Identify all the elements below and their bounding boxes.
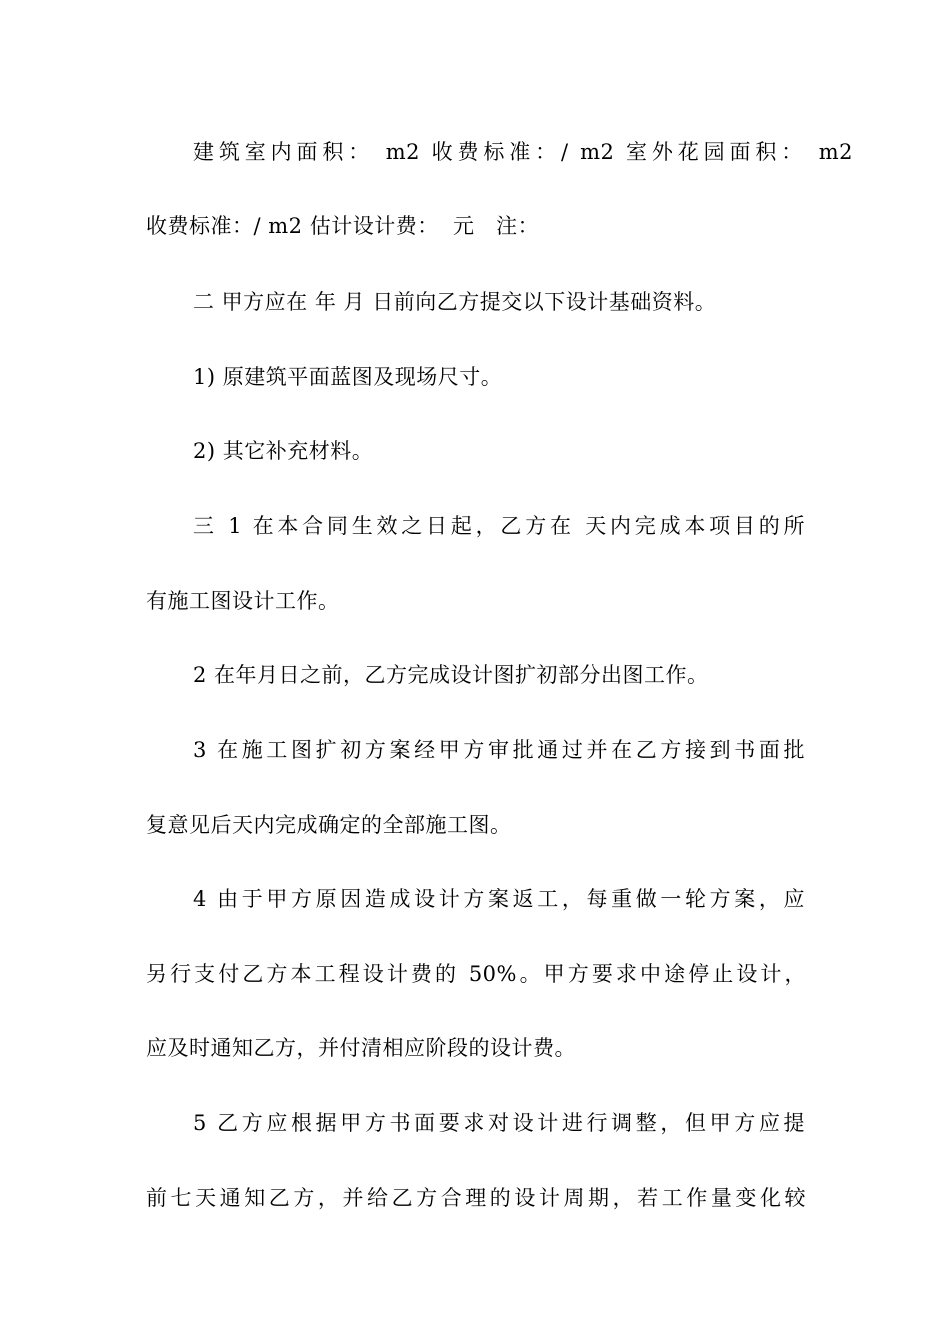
text-line: 2 在年月日之前，乙方完成设计图扩初部分出图工作。 (193, 663, 709, 687)
text-line: 二 甲方应在 年 月 日前向乙方提交以下设计基础资料。 (193, 290, 717, 314)
text-line: 收费标准：/ m2 估计设计费： 元 注： (146, 214, 540, 238)
text-line: 有施工图设计工作。 (146, 589, 340, 613)
text-line: 1) 原建筑平面蓝图及现场尺寸。 (193, 365, 503, 389)
text-line: 复意见后天内完成确定的全部施工图。 (146, 813, 512, 837)
text-line: 4 由于甲方原因造成设计方案返工，每重做一轮方案，应 (193, 887, 805, 911)
text-line: 应及时通知乙方，并付清相应阶段的设计费。 (146, 1036, 576, 1060)
text-line: 三 1 在本合同生效之日起，乙方在 天内完成本项目的所 (193, 514, 805, 538)
text-line: 建筑室内面积： m2 收费标准：/ m2 室外花园面积： m2 (193, 140, 853, 164)
text-line: 3 在施工图扩初方案经甲方审批通过并在乙方接到书面批 (193, 738, 805, 762)
text-line: 另行支付乙方本工程设计费的 50%。甲方要求中途停止设计， (146, 962, 806, 986)
text-line: 5 乙方应根据甲方书面要求对设计进行调整，但甲方应提 (193, 1111, 805, 1135)
text-line: 前七天通知乙方，并给乙方合理的设计周期，若工作量变化较 (146, 1186, 806, 1210)
text-line: 2) 其它补充材料。 (193, 439, 374, 463)
